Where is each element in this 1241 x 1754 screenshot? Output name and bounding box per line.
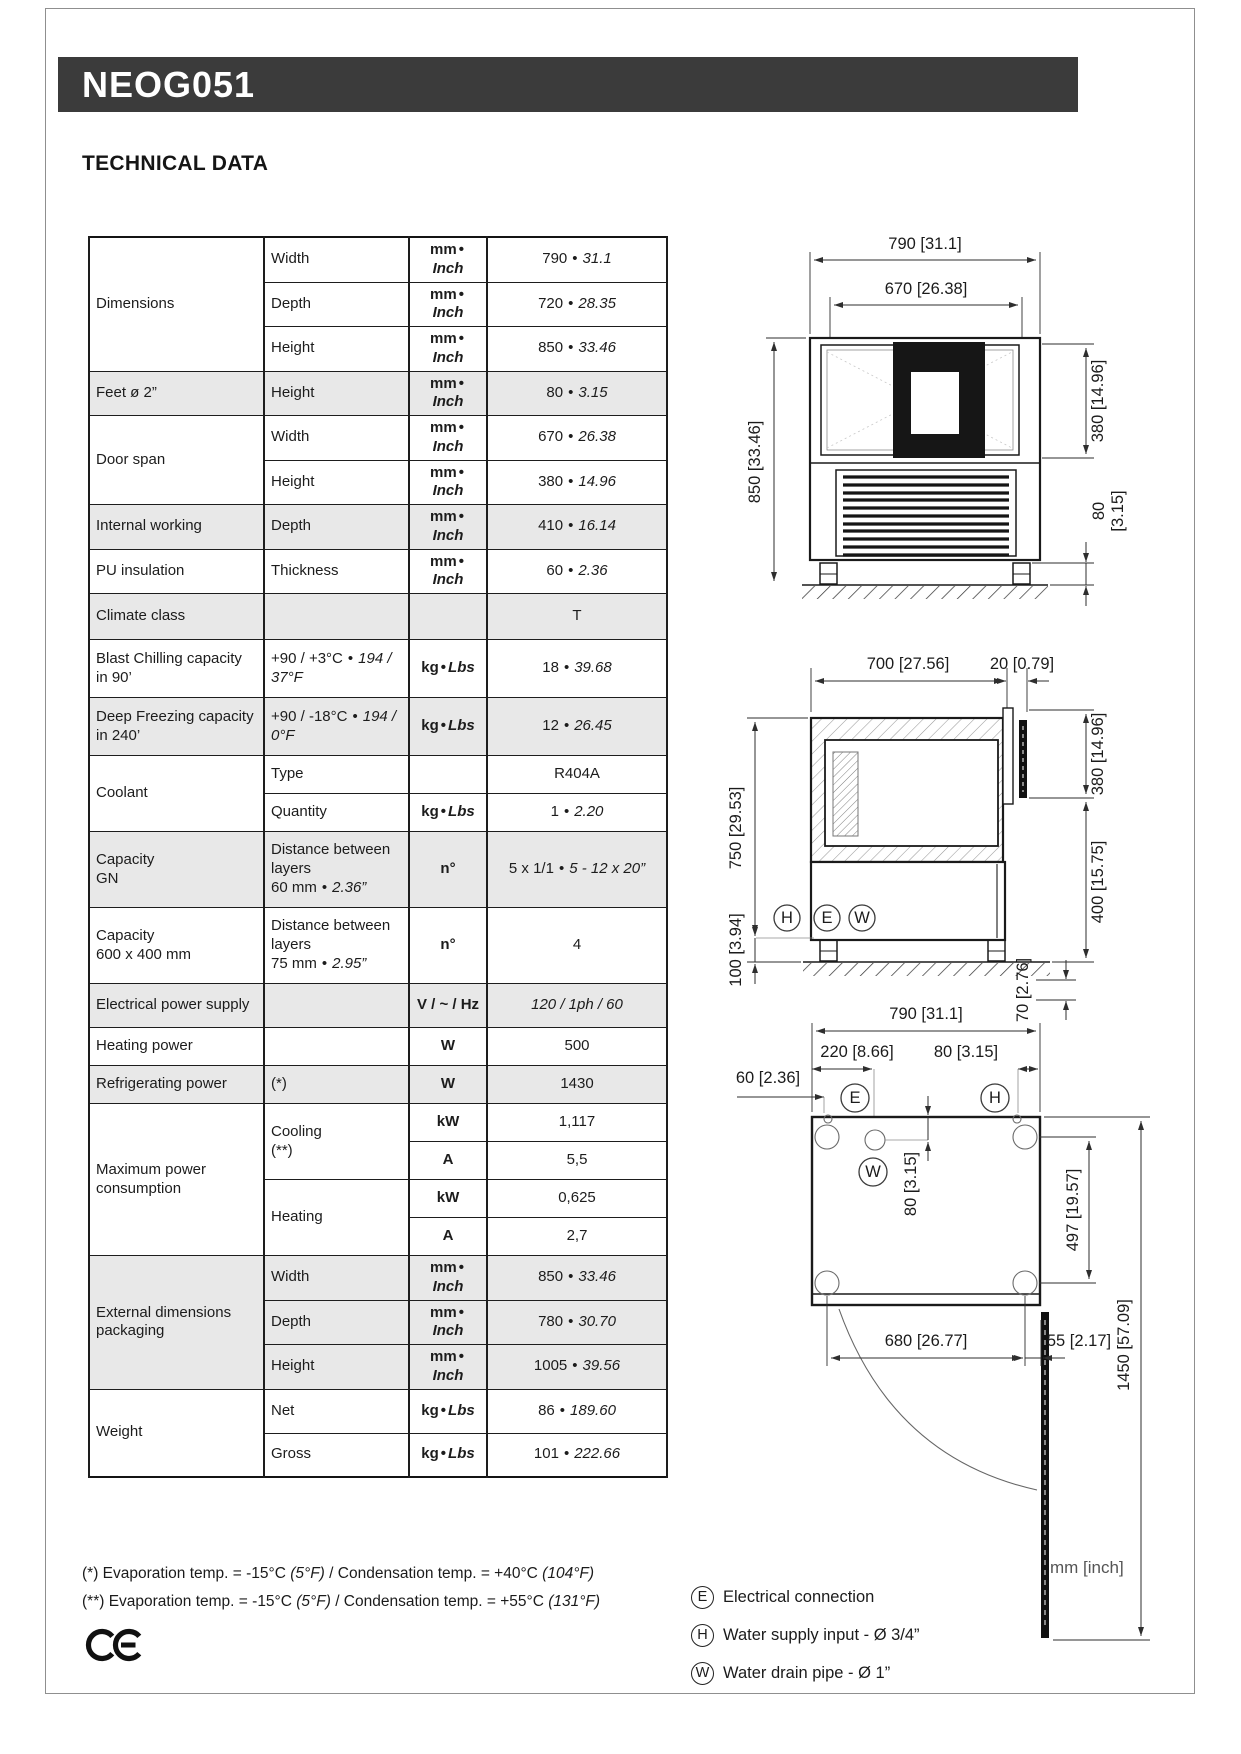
table-row: [89, 832, 667, 908]
table-cell-cat: PU insulation: [89, 549, 264, 594]
dim-feet-span-width: 680 [26.77]: [884, 1332, 968, 1350]
table-cell-unit: kg • Lbs: [409, 698, 487, 756]
table-row: [89, 237, 667, 282]
table-cell-val: 86 • 189.60: [487, 1389, 667, 1433]
table-cell-val: 790 • 31.1: [487, 237, 667, 282]
table-cell-cat: Dimensions: [89, 237, 264, 371]
table-row: [89, 1028, 667, 1066]
table-cell-unit: [409, 594, 487, 640]
evaporator: [833, 752, 858, 836]
dim-total-height: 750 [29.53]: [727, 786, 745, 870]
dim-drain-top-offset: 80 [3.15]: [902, 1151, 920, 1217]
dimensional-drawings: [640, 195, 1200, 1660]
table-cell-unit: kg • Lbs: [409, 640, 487, 698]
table-cell-unit: mm •Inch: [409, 549, 487, 594]
table-cell-val: 1430: [487, 1066, 667, 1104]
dim-plan-width: 790 [31.1]: [889, 1005, 963, 1023]
table-cell-sub: Heating: [264, 1180, 409, 1256]
table-cell-val: 2,7: [487, 1218, 667, 1256]
dim-door-span: 380 [14.96]: [1089, 712, 1107, 796]
table-cell-cat: Feet ø 2”: [89, 371, 264, 416]
table-cell-sub: Width: [264, 237, 409, 282]
front-view-drawing: [746, 235, 1127, 606]
table-cell-sub: Depth: [264, 282, 409, 327]
table-cell-unit: mm •Inch: [409, 371, 487, 416]
table-cell-val: 850 • 33.46: [487, 327, 667, 372]
table-row: [89, 1256, 667, 1301]
table-cell-cat: Internal working: [89, 505, 264, 550]
table-cell-val: 80 • 3.15: [487, 371, 667, 416]
table-cell-val: T: [487, 594, 667, 640]
table-row: [89, 416, 667, 461]
table-cell-cat: Weight: [89, 1389, 264, 1477]
units-note: mm [inch]: [1050, 1558, 1124, 1577]
table-row: [89, 371, 667, 416]
table-cell-cat: Electrical power supply: [89, 984, 264, 1028]
table-cell-unit: kW: [409, 1180, 487, 1218]
legend-label: Water drain pipe - Ø 1”: [723, 1663, 891, 1682]
table-cell-cat: Capacity 600 x 400 mm: [89, 908, 264, 984]
table-cell-sub: Thickness: [264, 549, 409, 594]
table-cell-val: 380 • 14.96: [487, 460, 667, 505]
dim-depth: 700 [27.56]: [866, 655, 950, 673]
connections-legend: [691, 1578, 920, 1692]
table-cell-unit: mm •Inch: [409, 505, 487, 550]
dim-supply-offset: 80 [3.15]: [933, 1043, 999, 1061]
table-row: [89, 594, 667, 640]
table-cell-val: 101 • 222.66: [487, 1433, 667, 1477]
section-title: TECHNICAL DATA: [82, 152, 269, 175]
table-cell-val: 1005 • 39.56: [487, 1345, 667, 1390]
table-cell-val: R404A: [487, 756, 667, 794]
ground-hatch: [803, 963, 1050, 976]
table-cell-unit: mm •Inch: [409, 1256, 487, 1301]
table-cell-sub: Height: [264, 371, 409, 416]
header-bar: [58, 57, 1078, 112]
technical-data-table: [88, 236, 668, 1478]
legend-label: Electrical connection: [723, 1587, 875, 1606]
port-symbol-icon: W: [691, 1662, 714, 1685]
table-cell-cat: Blast Chilling capacity in 90’: [89, 640, 264, 698]
table-row: [89, 698, 667, 756]
table-cell-unit: [409, 756, 487, 794]
table-cell-cat: External dimensions packaging: [89, 1256, 264, 1390]
table-cell-unit: mm •Inch: [409, 282, 487, 327]
table-cell-sub: Height: [264, 327, 409, 372]
table-cell-val: 1 • 2.20: [487, 794, 667, 832]
dim-lower-section: 400 [15.75]: [1089, 840, 1107, 924]
table-cell-val: 670 • 26.38: [487, 416, 667, 461]
table-cell-sub: Quantity: [264, 794, 409, 832]
port-symbol-icon: H: [691, 1624, 714, 1647]
table-cell-val: 4: [487, 908, 667, 984]
table-cell-cat: Heating power: [89, 1028, 264, 1066]
port-letter-h: H: [781, 909, 793, 927]
table-cell-unit: n°: [409, 832, 487, 908]
plan-view-drawing: [736, 958, 1150, 1640]
table-cell-sub: Gross: [264, 1433, 409, 1477]
table-cell-cat: Refrigerating power: [89, 1066, 264, 1104]
table-cell-val: 1,117: [487, 1104, 667, 1142]
footnotes: [82, 1560, 600, 1615]
table-cell-sub: Cooling (**): [264, 1104, 409, 1180]
table-cell-val: 850 • 33.46: [487, 1256, 667, 1301]
compressor-compartment: [811, 862, 1005, 940]
table-cell-unit: W: [409, 1028, 487, 1066]
table-cell-unit: n°: [409, 908, 487, 984]
cabinet-plan-body: [812, 1117, 1040, 1305]
table-cell-sub: Distance between layers 60 mm • 2.36”: [264, 832, 409, 908]
table-cell-unit: mm •Inch: [409, 1300, 487, 1345]
table-cell-cat: Coolant: [89, 756, 264, 832]
port-letter-w: W: [865, 1163, 881, 1181]
port-letter-w: W: [854, 909, 870, 927]
table-cell-sub: Net: [264, 1389, 409, 1433]
port-letter-e: E: [821, 909, 833, 927]
table-cell-unit: kg • Lbs: [409, 1389, 487, 1433]
table-cell-val: 12 • 26.45: [487, 698, 667, 756]
dim-feet-height-value: 80: [1090, 501, 1108, 521]
table-cell-sub: [264, 984, 409, 1028]
legend-item: [691, 1654, 920, 1692]
table-cell-val: 0,625: [487, 1180, 667, 1218]
ce-mark-icon: [80, 1626, 150, 1668]
port-letter-h: H: [989, 1089, 1001, 1107]
dim-foot-span-depth: 497 [19.57]: [1064, 1168, 1082, 1252]
table-cell-sub: Width: [264, 1256, 409, 1301]
table-row: [89, 1066, 667, 1104]
dim-overall-width: 790 [31.1]: [888, 235, 962, 253]
dim-door-width: 670 [26.38]: [884, 280, 968, 298]
table-cell-val: 120 / 1ph / 60: [487, 984, 667, 1028]
table-cell-sub: +90 / +3°C • 194 / 37°F: [264, 640, 409, 698]
table-cell-cat: Door span: [89, 416, 264, 505]
table-cell-val: 5 x 1/1 • 5 - 12 x 20”: [487, 832, 667, 908]
table-cell-cat: Capacity GN: [89, 832, 264, 908]
table-cell-sub: [264, 594, 409, 640]
table-cell-sub: Type: [264, 756, 409, 794]
table-row: [89, 640, 667, 698]
table-cell-cat: Climate class: [89, 594, 264, 640]
table-row: [89, 549, 667, 594]
door-window: [911, 372, 959, 434]
dim-door-gap: 20 [0.79]: [989, 655, 1055, 673]
dim-electrical-offset: 60 [2.36]: [735, 1069, 801, 1087]
table-cell-unit: mm •Inch: [409, 416, 487, 461]
dim-total-depth-door-open: 1450 [57.09]: [1115, 1299, 1133, 1391]
table-cell-val: 500: [487, 1028, 667, 1066]
table-row: [89, 1104, 667, 1142]
table-cell-sub: Height: [264, 1345, 409, 1390]
table-cell-val: 780 • 30.70: [487, 1300, 667, 1345]
port-symbol-icon: E: [691, 1586, 714, 1609]
table-cell-sub: (*): [264, 1066, 409, 1104]
table-cell-unit: kW: [409, 1104, 487, 1142]
port-letter-e: E: [849, 1089, 861, 1107]
dim-supply-top-offset: 70 [2.76]: [1014, 957, 1032, 1023]
table-cell-sub: Depth: [264, 1300, 409, 1345]
legend-item: [691, 1616, 920, 1654]
side-view-drawing: [727, 655, 1107, 987]
table-cell-val: 720 • 28.35: [487, 282, 667, 327]
table-cell-unit: kg • Lbs: [409, 1433, 487, 1477]
table-cell-val: 60 • 2.36: [487, 549, 667, 594]
table-cell-unit: mm •Inch: [409, 327, 487, 372]
dim-door-height: 380 [14.96]: [1089, 359, 1107, 443]
footnote: (*) Evaporation temp. = -15°C (5°F) / Condensation temp. = +40°C (104°F): [82, 1565, 595, 1582]
table-cell-unit: mm •Inch: [409, 237, 487, 282]
table-cell-val: 18 • 39.68: [487, 640, 667, 698]
table-cell-sub: [264, 1028, 409, 1066]
legend-label: Water supply input - Ø 3/4”: [723, 1625, 920, 1644]
table-cell-cat: Deep Freezing capacity in 240’: [89, 698, 264, 756]
table-cell-sub: Height: [264, 460, 409, 505]
product-model-title: NEOG051: [82, 63, 256, 105]
table-cell-sub: Width: [264, 416, 409, 461]
table-row: [89, 984, 667, 1028]
dim-plinth-height: 100 [3.94]: [727, 913, 745, 987]
table-cell-unit: mm •Inch: [409, 1345, 487, 1390]
dim-feet-height-inch: [3.15]: [1109, 490, 1127, 532]
table-cell-unit: mm •Inch: [409, 460, 487, 505]
door-frame: [1003, 708, 1013, 804]
table-row: [89, 908, 667, 984]
table-cell-unit: A: [409, 1142, 487, 1180]
table-cell-val: 410 • 16.14: [487, 505, 667, 550]
dim-door-face-offset: 55 [2.17]: [1046, 1332, 1112, 1350]
table-cell-unit: V / ~ / Hz: [409, 984, 487, 1028]
table-cell-val: 5,5: [487, 1142, 667, 1180]
table-row: [89, 505, 667, 550]
table-row: [89, 1389, 667, 1433]
dim-drain-offset: 220 [8.66]: [820, 1043, 894, 1061]
ground-hatch: [802, 586, 1048, 599]
table-cell-sub: +90 / -18°C • 194 / 0°F: [264, 698, 409, 756]
footnote: (**) Evaporation temp. = -15°C (5°F) / Condensation temp. = +55°C (131°F): [82, 1592, 601, 1610]
table-cell-sub: Depth: [264, 505, 409, 550]
table-cell-cat: Maximum power consumption: [89, 1104, 264, 1256]
table-cell-sub: Distance between layers 75 mm • 2.95”: [264, 908, 409, 984]
table-cell-unit: A: [409, 1218, 487, 1256]
table-row: [89, 756, 667, 794]
table-cell-unit: kg • Lbs: [409, 794, 487, 832]
table-cell-unit: W: [409, 1066, 487, 1104]
legend-item: [691, 1578, 920, 1616]
dim-overall-height: 850 [33.46]: [746, 420, 764, 504]
